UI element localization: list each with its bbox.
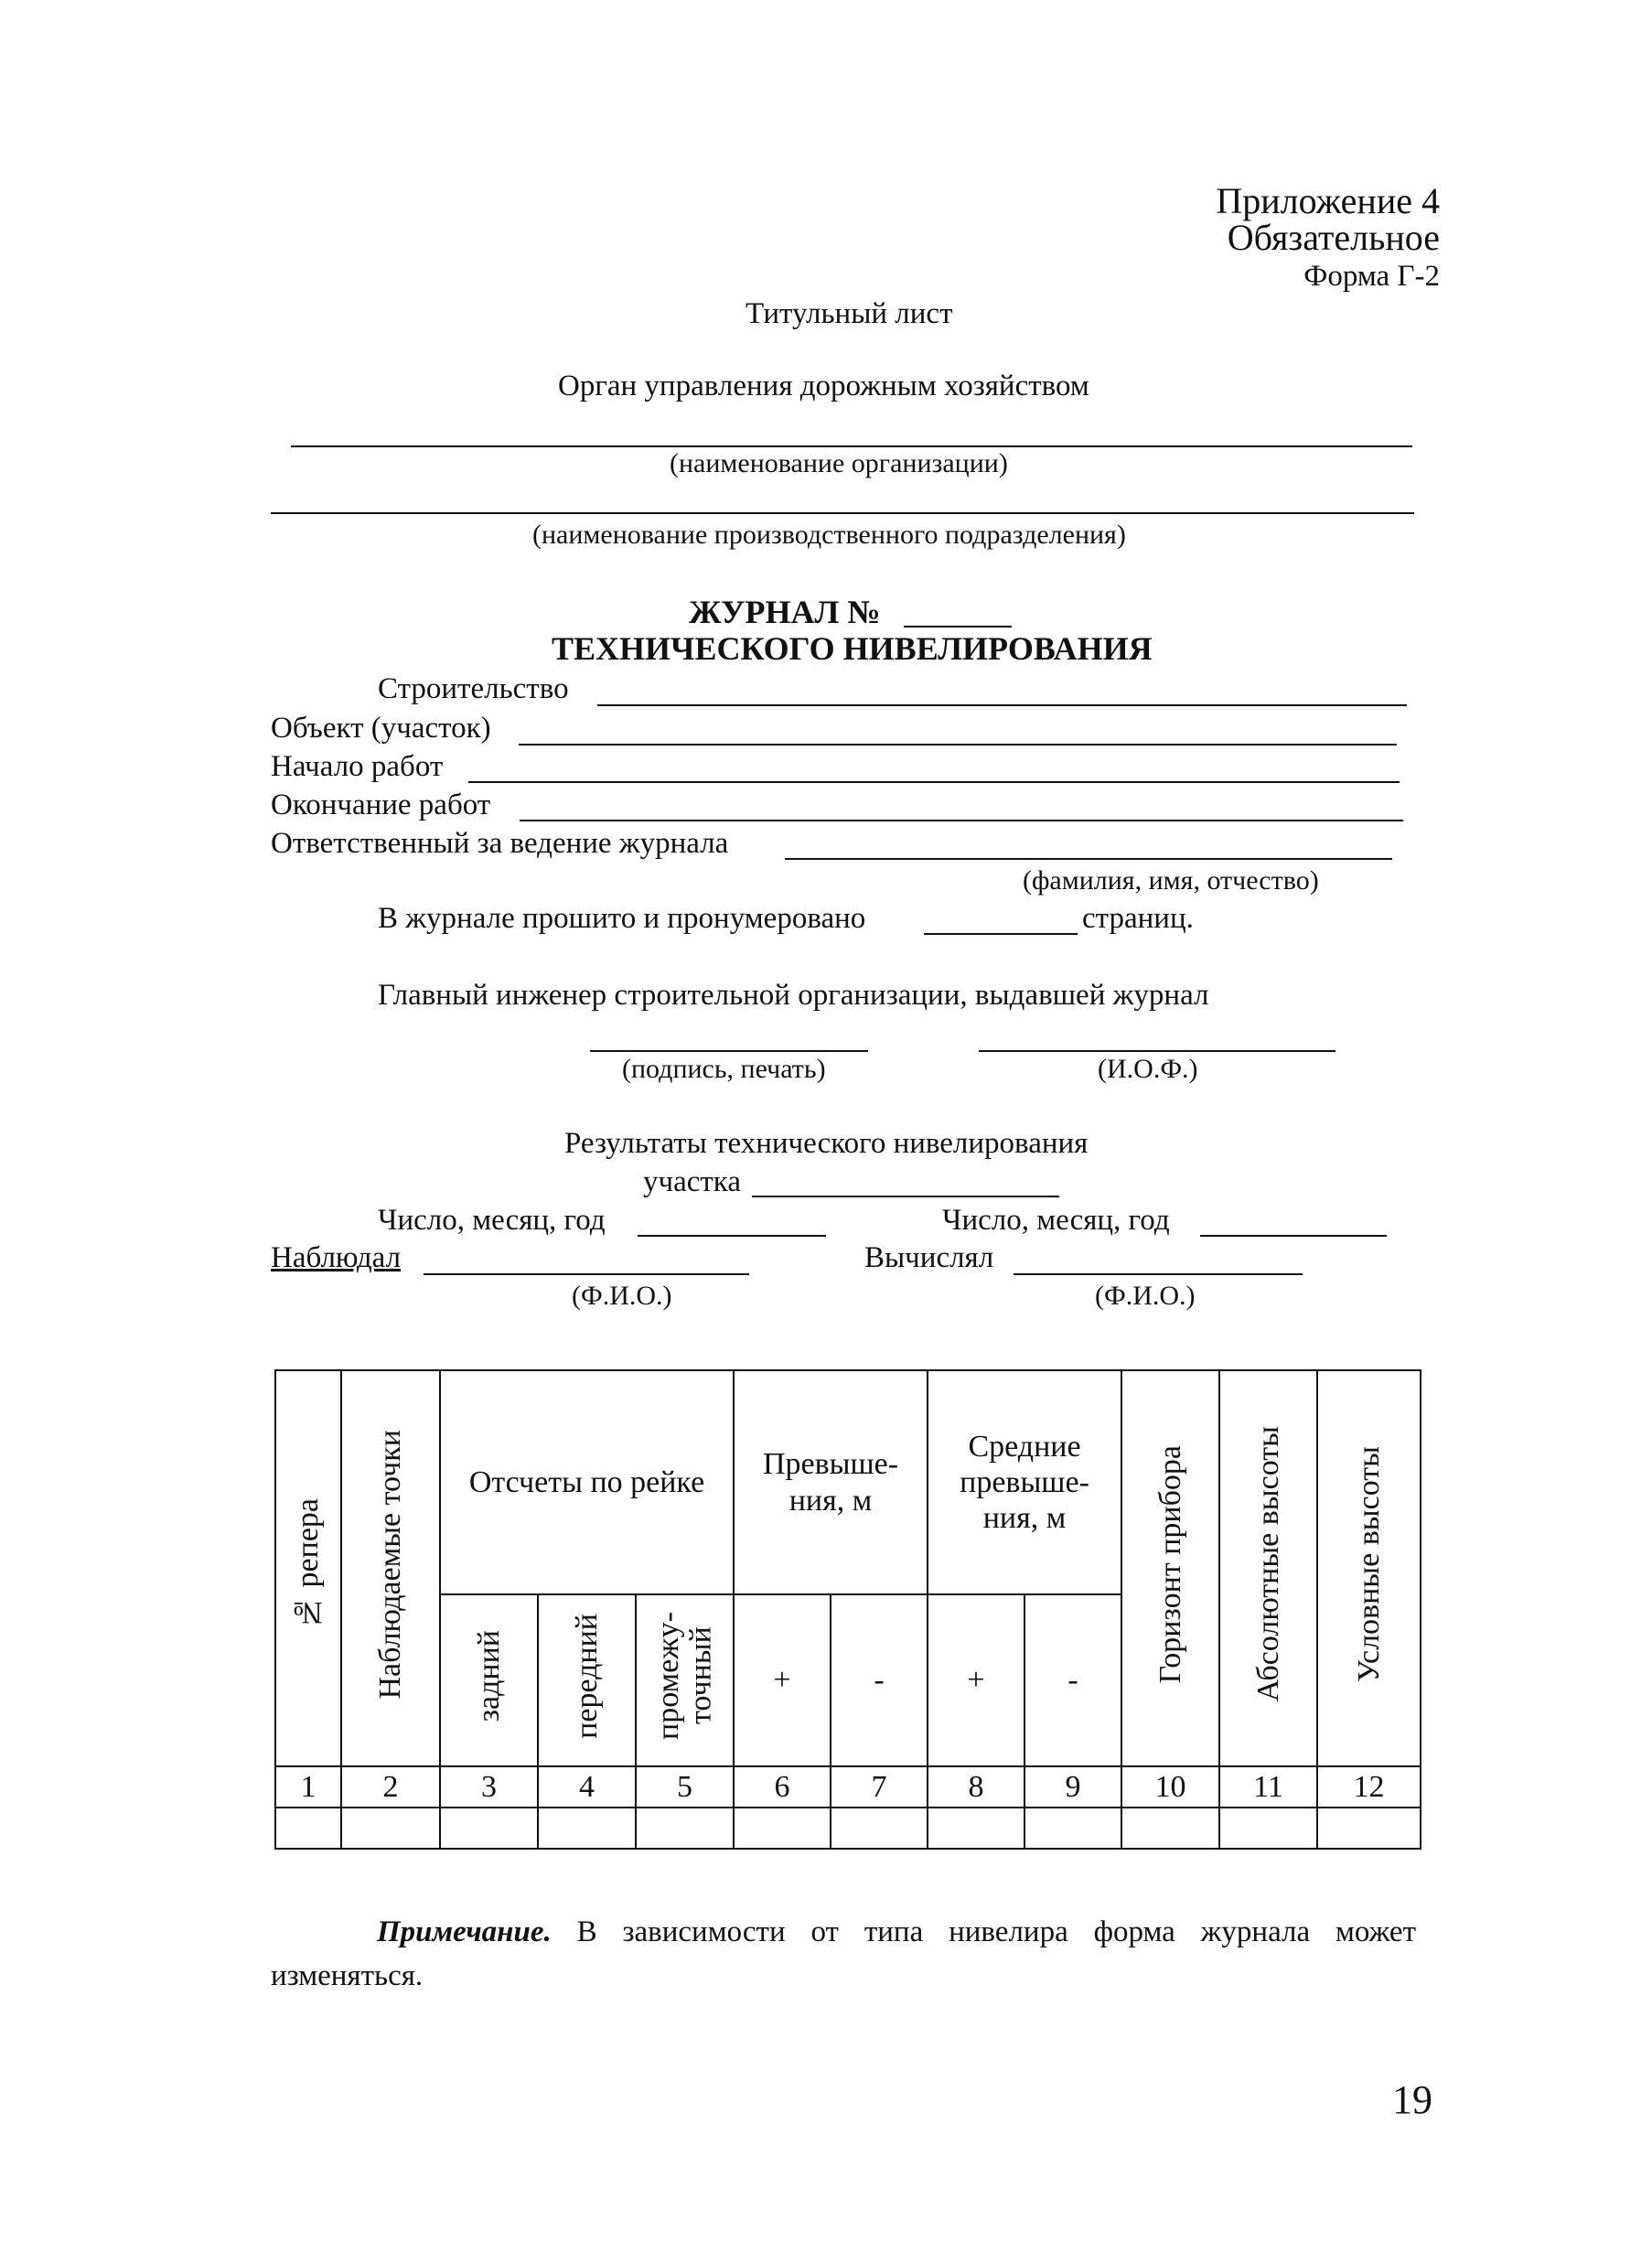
subheader-minus-2	[1024, 1594, 1121, 1766]
date-right-label: Число, месяц, год	[942, 1204, 1170, 1237]
col-number: 2	[341, 1766, 440, 1808]
table-cell[interactable]	[275, 1808, 341, 1849]
header-conditional-text: Условные высоты	[1351, 1445, 1386, 1682]
col-number: 4	[538, 1766, 636, 1808]
header-benchmark-text: № репера	[291, 1498, 326, 1630]
computed-line[interactable]	[1014, 1273, 1303, 1275]
title-page-label: Титульный лист	[746, 297, 953, 330]
subheader-minus-2-text: -	[1067, 1663, 1078, 1698]
note-paragraph	[271, 1910, 1416, 1998]
col-number: 10	[1121, 1766, 1219, 1808]
subheader-intermediate	[636, 1594, 734, 1766]
journal-table-wrap	[274, 1369, 1420, 1850]
authority-label: Орган управления дорожным хозяйством	[558, 370, 1089, 402]
table-cell[interactable]	[636, 1808, 734, 1849]
table-cell[interactable]	[1121, 1808, 1219, 1849]
table-cell[interactable]	[1024, 1808, 1121, 1849]
pages-prefix: В журнале прошито и пронумеровано	[378, 902, 866, 935]
subheader-plus-1-text: +	[773, 1663, 791, 1698]
signature-caption: (подпись, печать)	[622, 1054, 826, 1084]
header-absolute	[1219, 1370, 1317, 1766]
results-section-line[interactable]	[752, 1196, 1059, 1197]
table-cell[interactable]	[831, 1808, 928, 1849]
observed-label: Наблюдал	[271, 1241, 402, 1274]
table-cell[interactable]	[734, 1808, 831, 1849]
journal-title-text: ЖУРНАЛ №	[689, 594, 881, 630]
form-label: Форма Г-2	[1303, 260, 1440, 293]
computed-label: Вычислял	[864, 1241, 994, 1274]
header-mean-elevations-text: Средние превыше-ния, м	[960, 1429, 1089, 1536]
header-mean-elevations	[928, 1370, 1121, 1594]
table-cell[interactable]	[1219, 1808, 1317, 1849]
subheader-minus-1	[831, 1594, 928, 1766]
col-number: 5	[636, 1766, 734, 1808]
observed-fio-caption: (Ф.И.О.)	[572, 1281, 672, 1311]
division-name-line	[271, 512, 1414, 514]
subheader-minus-1-text: -	[874, 1663, 885, 1698]
results-title: Результаты технического нивелирования	[564, 1127, 1089, 1160]
table-header-row	[275, 1370, 1421, 1594]
note-label: Примечание.	[377, 1915, 552, 1948]
journal-number-line	[904, 626, 1012, 628]
division-name-caption: (наименование производственного подразделения)	[532, 520, 1126, 550]
subheader-front-text: передний	[569, 1614, 604, 1739]
responsible-line[interactable]	[785, 858, 1392, 860]
table-cell[interactable]	[440, 1808, 538, 1849]
col-number: 9	[1024, 1766, 1121, 1808]
start-line[interactable]	[468, 781, 1400, 783]
org-name-line	[291, 445, 1412, 447]
col-number: 8	[928, 1766, 1024, 1808]
header-horizon	[1121, 1370, 1219, 1766]
journal-subtitle: ТЕХНИЧЕСКОГО НИВЕЛИРОВАНИЯ	[552, 630, 1153, 667]
journal-table	[274, 1369, 1421, 1850]
responsible-fio-caption: (фамилия, имя, отчество)	[1023, 865, 1319, 896]
subheader-back	[440, 1594, 538, 1766]
header-elevations-text: Превыше-ния, м	[762, 1447, 899, 1518]
note-text: В зависимости от типа нивелира форма журнала может изменяться.	[271, 1915, 1416, 1992]
header-points	[341, 1370, 440, 1766]
subheader-plus-2-text: +	[967, 1663, 985, 1698]
header-elevations	[734, 1370, 928, 1594]
col-number: 12	[1317, 1766, 1421, 1808]
header-benchmark	[275, 1370, 341, 1766]
table-cell[interactable]	[341, 1808, 440, 1849]
subheader-plus-1	[734, 1594, 831, 1766]
col-number: 3	[440, 1766, 538, 1808]
object-line[interactable]	[519, 744, 1397, 746]
computed-fio-caption: (Ф.И.О.)	[1095, 1281, 1196, 1311]
object-label: Объект (участок)	[271, 712, 491, 745]
subheader-plus-2	[928, 1594, 1024, 1766]
table-cell[interactable]	[928, 1808, 1024, 1849]
subheader-back-text: задний	[471, 1630, 506, 1722]
responsible-label: Ответственный за ведение журнала	[271, 827, 729, 860]
page-number: 19	[1392, 2077, 1432, 2122]
header-conditional	[1317, 1370, 1421, 1766]
signature-line[interactable]	[590, 1050, 868, 1052]
table-cell[interactable]	[538, 1808, 636, 1849]
col-number: 11	[1219, 1766, 1317, 1808]
initials-caption: (И.О.Ф.)	[1098, 1054, 1198, 1084]
col-number: 6	[734, 1766, 831, 1808]
table-cell[interactable]	[1317, 1808, 1421, 1849]
date-left-label: Число, месяц, год	[378, 1204, 606, 1237]
pages-count-line[interactable]	[924, 933, 1078, 935]
date-right-line[interactable]	[1200, 1235, 1387, 1237]
col-number: 7	[831, 1766, 928, 1808]
pages-suffix: страниц.	[1082, 902, 1194, 935]
construction-label: Строительство	[378, 672, 569, 705]
table-number-row	[275, 1766, 1421, 1808]
header-horizon-text: Горизонт прибора	[1153, 1444, 1187, 1684]
col-number: 1	[275, 1766, 341, 1808]
end-line[interactable]	[520, 820, 1403, 821]
observed-line[interactable]	[424, 1273, 749, 1275]
org-name-caption: (наименование организации)	[670, 448, 1008, 478]
appendix-label: Приложение 4	[1216, 180, 1440, 221]
subheader-front	[538, 1594, 636, 1766]
start-label: Начало работ	[271, 750, 444, 783]
initials-line[interactable]	[979, 1050, 1336, 1052]
results-section-label: участка	[643, 1165, 741, 1198]
header-absolute-text: Абсолютные высоты	[1250, 1426, 1285, 1702]
mandatory-label: Обязательное	[1227, 217, 1440, 258]
table-row	[275, 1808, 1421, 1849]
end-label: Окончание работ	[271, 789, 491, 821]
journal-title	[689, 593, 881, 631]
chief-engineer-label: Главный инженер строительной организации, выдавшей журнал	[378, 979, 1209, 1012]
header-readings	[440, 1370, 734, 1594]
header-points-text: Наблюдаемые точки	[373, 1429, 408, 1700]
construction-line[interactable]	[597, 704, 1407, 706]
header-readings-text: Отсчеты по рейке	[468, 1464, 705, 1499]
date-left-line[interactable]	[638, 1235, 826, 1237]
subheader-intermediate-text: промежу-точный	[650, 1612, 718, 1741]
